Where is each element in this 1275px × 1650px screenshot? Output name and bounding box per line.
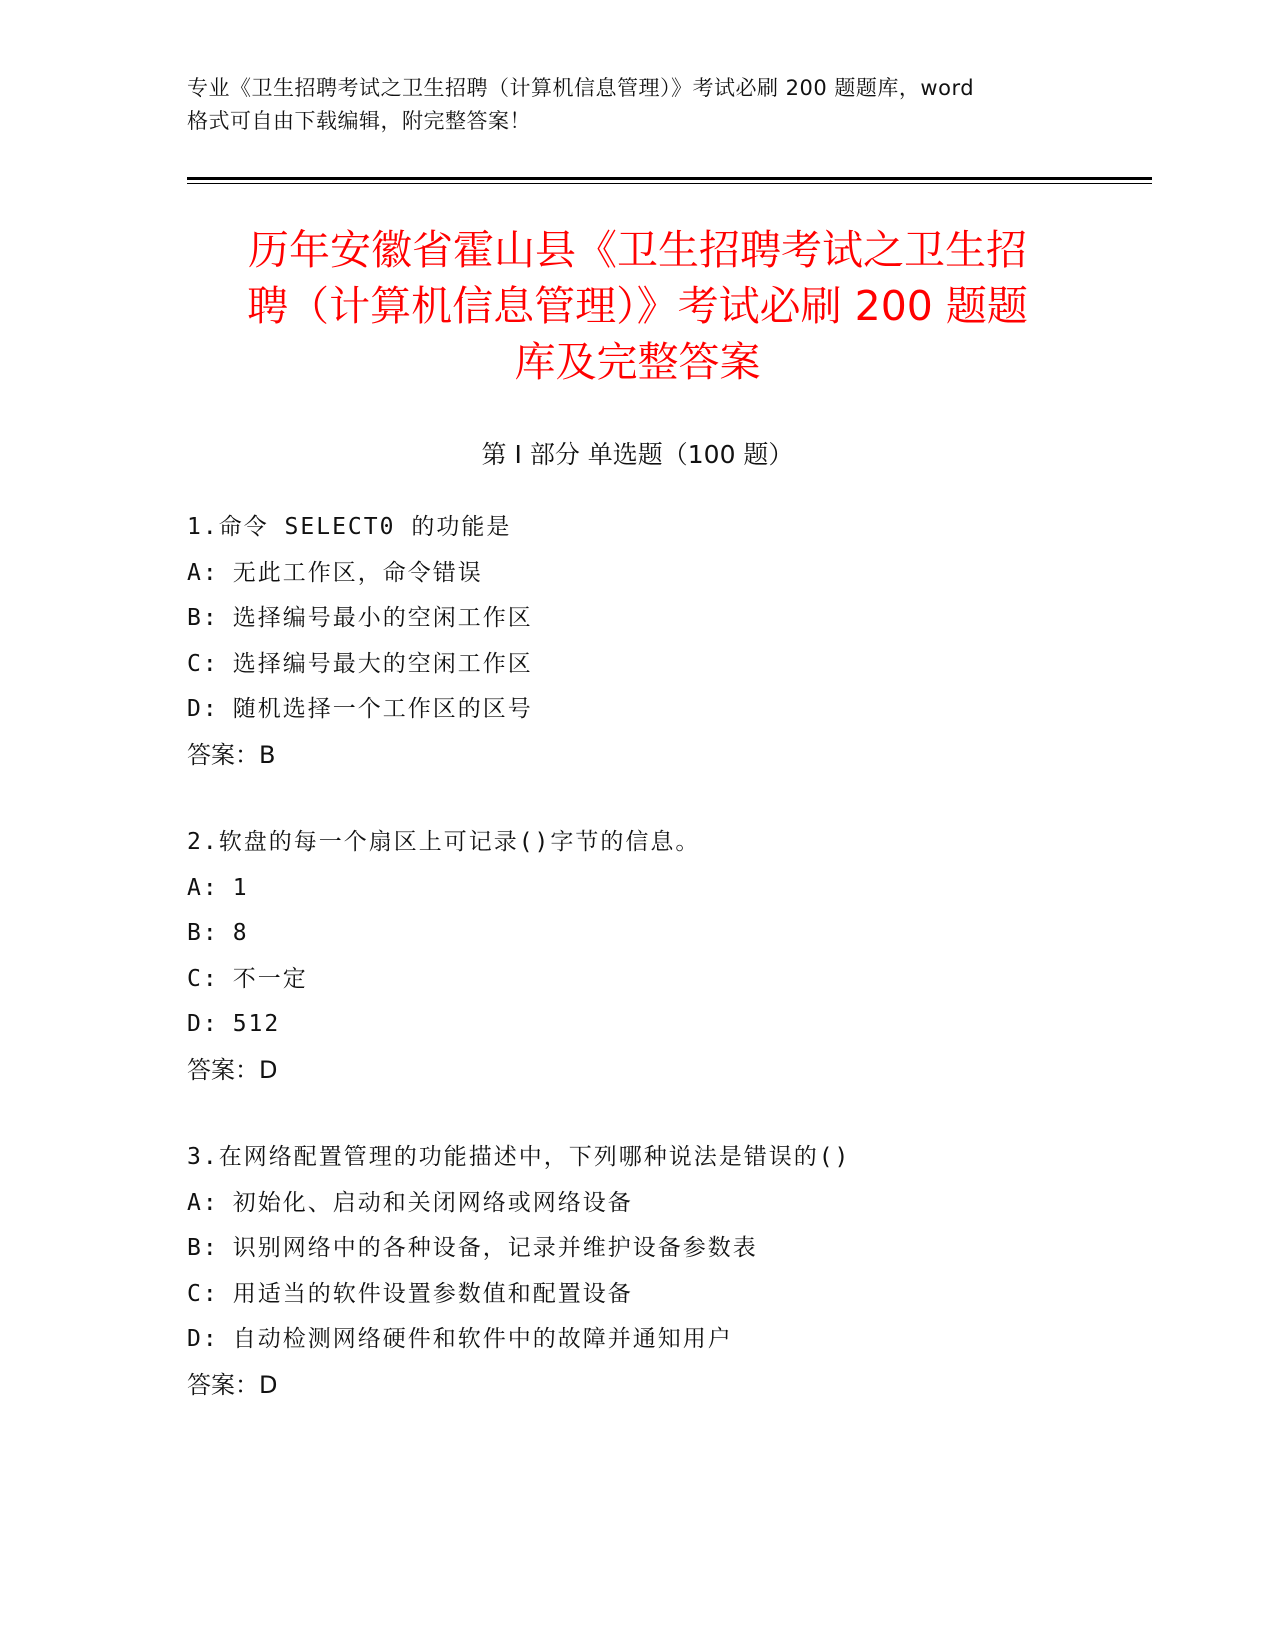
option-a: [187, 1181, 1137, 1227]
question-stem: 2.软盘的每一个扇区上可记录()字节的信息。: [187, 829, 701, 855]
header-divider-thin: [187, 183, 1152, 184]
answer-line: 答案：D: [187, 1055, 278, 1084]
option-key: D:: [187, 1326, 219, 1352]
answer-line: 答案：D: [187, 1370, 278, 1399]
option-key: B:: [187, 920, 219, 946]
option-c: [187, 1272, 1137, 1318]
title-line-2: 聘（计算机信息管理）》考试必刷 200 题题: [247, 282, 1028, 330]
page-header: [187, 72, 1087, 138]
option-key: C:: [187, 1280, 219, 1307]
option-key: B:: [187, 1235, 219, 1261]
header-divider-thick: [187, 177, 1152, 180]
option-b: [187, 911, 1137, 957]
option-d: [187, 687, 1137, 733]
option-key: A:: [187, 559, 219, 586]
option-d: [187, 1317, 1137, 1363]
option-c: [187, 642, 1137, 688]
option-key: D:: [187, 696, 219, 722]
option-text: 选择编号最小的空闲工作区: [232, 605, 533, 631]
option-text: 初始化、启动和关闭网络或网络设备: [232, 1189, 633, 1216]
document-title: [150, 222, 1125, 390]
option-a: [187, 551, 1137, 597]
option-text: 8: [232, 920, 249, 946]
question-stem: 3.在网络配置管理的功能描述中，下列哪种说法是错误的(): [187, 1144, 851, 1170]
option-text: 识别网络中的各种设备，记录并维护设备参数表: [232, 1235, 758, 1261]
question-2: [187, 820, 1137, 1093]
option-key: C:: [187, 650, 219, 677]
option-key: A:: [187, 1189, 219, 1216]
option-text: 不一定: [232, 965, 308, 992]
title-line-1: 历年安徽省霍山县《卫生招聘考试之卫生招: [248, 226, 1027, 274]
option-text: 512: [232, 1011, 281, 1037]
title-line-3: 库及完整答案: [514, 338, 761, 386]
question-3: [187, 1135, 1137, 1408]
option-b: [187, 1226, 1137, 1272]
option-key: B:: [187, 605, 219, 631]
option-a: [187, 866, 1137, 912]
option-key: C:: [187, 965, 219, 992]
option-text: 无此工作区，命令错误: [232, 559, 483, 586]
header-line-2: 格式可自由下载编辑，附完整答案！: [187, 109, 531, 133]
option-text: 选择编号最大的空闲工作区: [232, 650, 533, 677]
option-key: D:: [187, 1011, 219, 1037]
header-line-1: 专业《卫生招聘考试之卫生招聘（计算机信息管理）》考试必刷 200 题题库，word: [187, 76, 975, 100]
option-text: 自动检测网络硬件和软件中的故障并通知用户: [232, 1326, 733, 1352]
option-text: 用适当的软件设置参数值和配置设备: [232, 1280, 633, 1307]
question-stem: 1.命令 SELECT0 的功能是: [187, 514, 512, 540]
option-c: [187, 957, 1137, 1003]
option-b: [187, 596, 1137, 642]
option-text: 随机选择一个工作区的区号: [232, 696, 533, 722]
option-text: 1: [232, 874, 249, 901]
option-key: A:: [187, 874, 219, 901]
answer-line: 答案：B: [187, 740, 276, 769]
section-heading: 第 I 部分 单选题（100 题）: [481, 440, 794, 469]
question-1: [187, 505, 1137, 778]
option-d: [187, 1002, 1137, 1048]
